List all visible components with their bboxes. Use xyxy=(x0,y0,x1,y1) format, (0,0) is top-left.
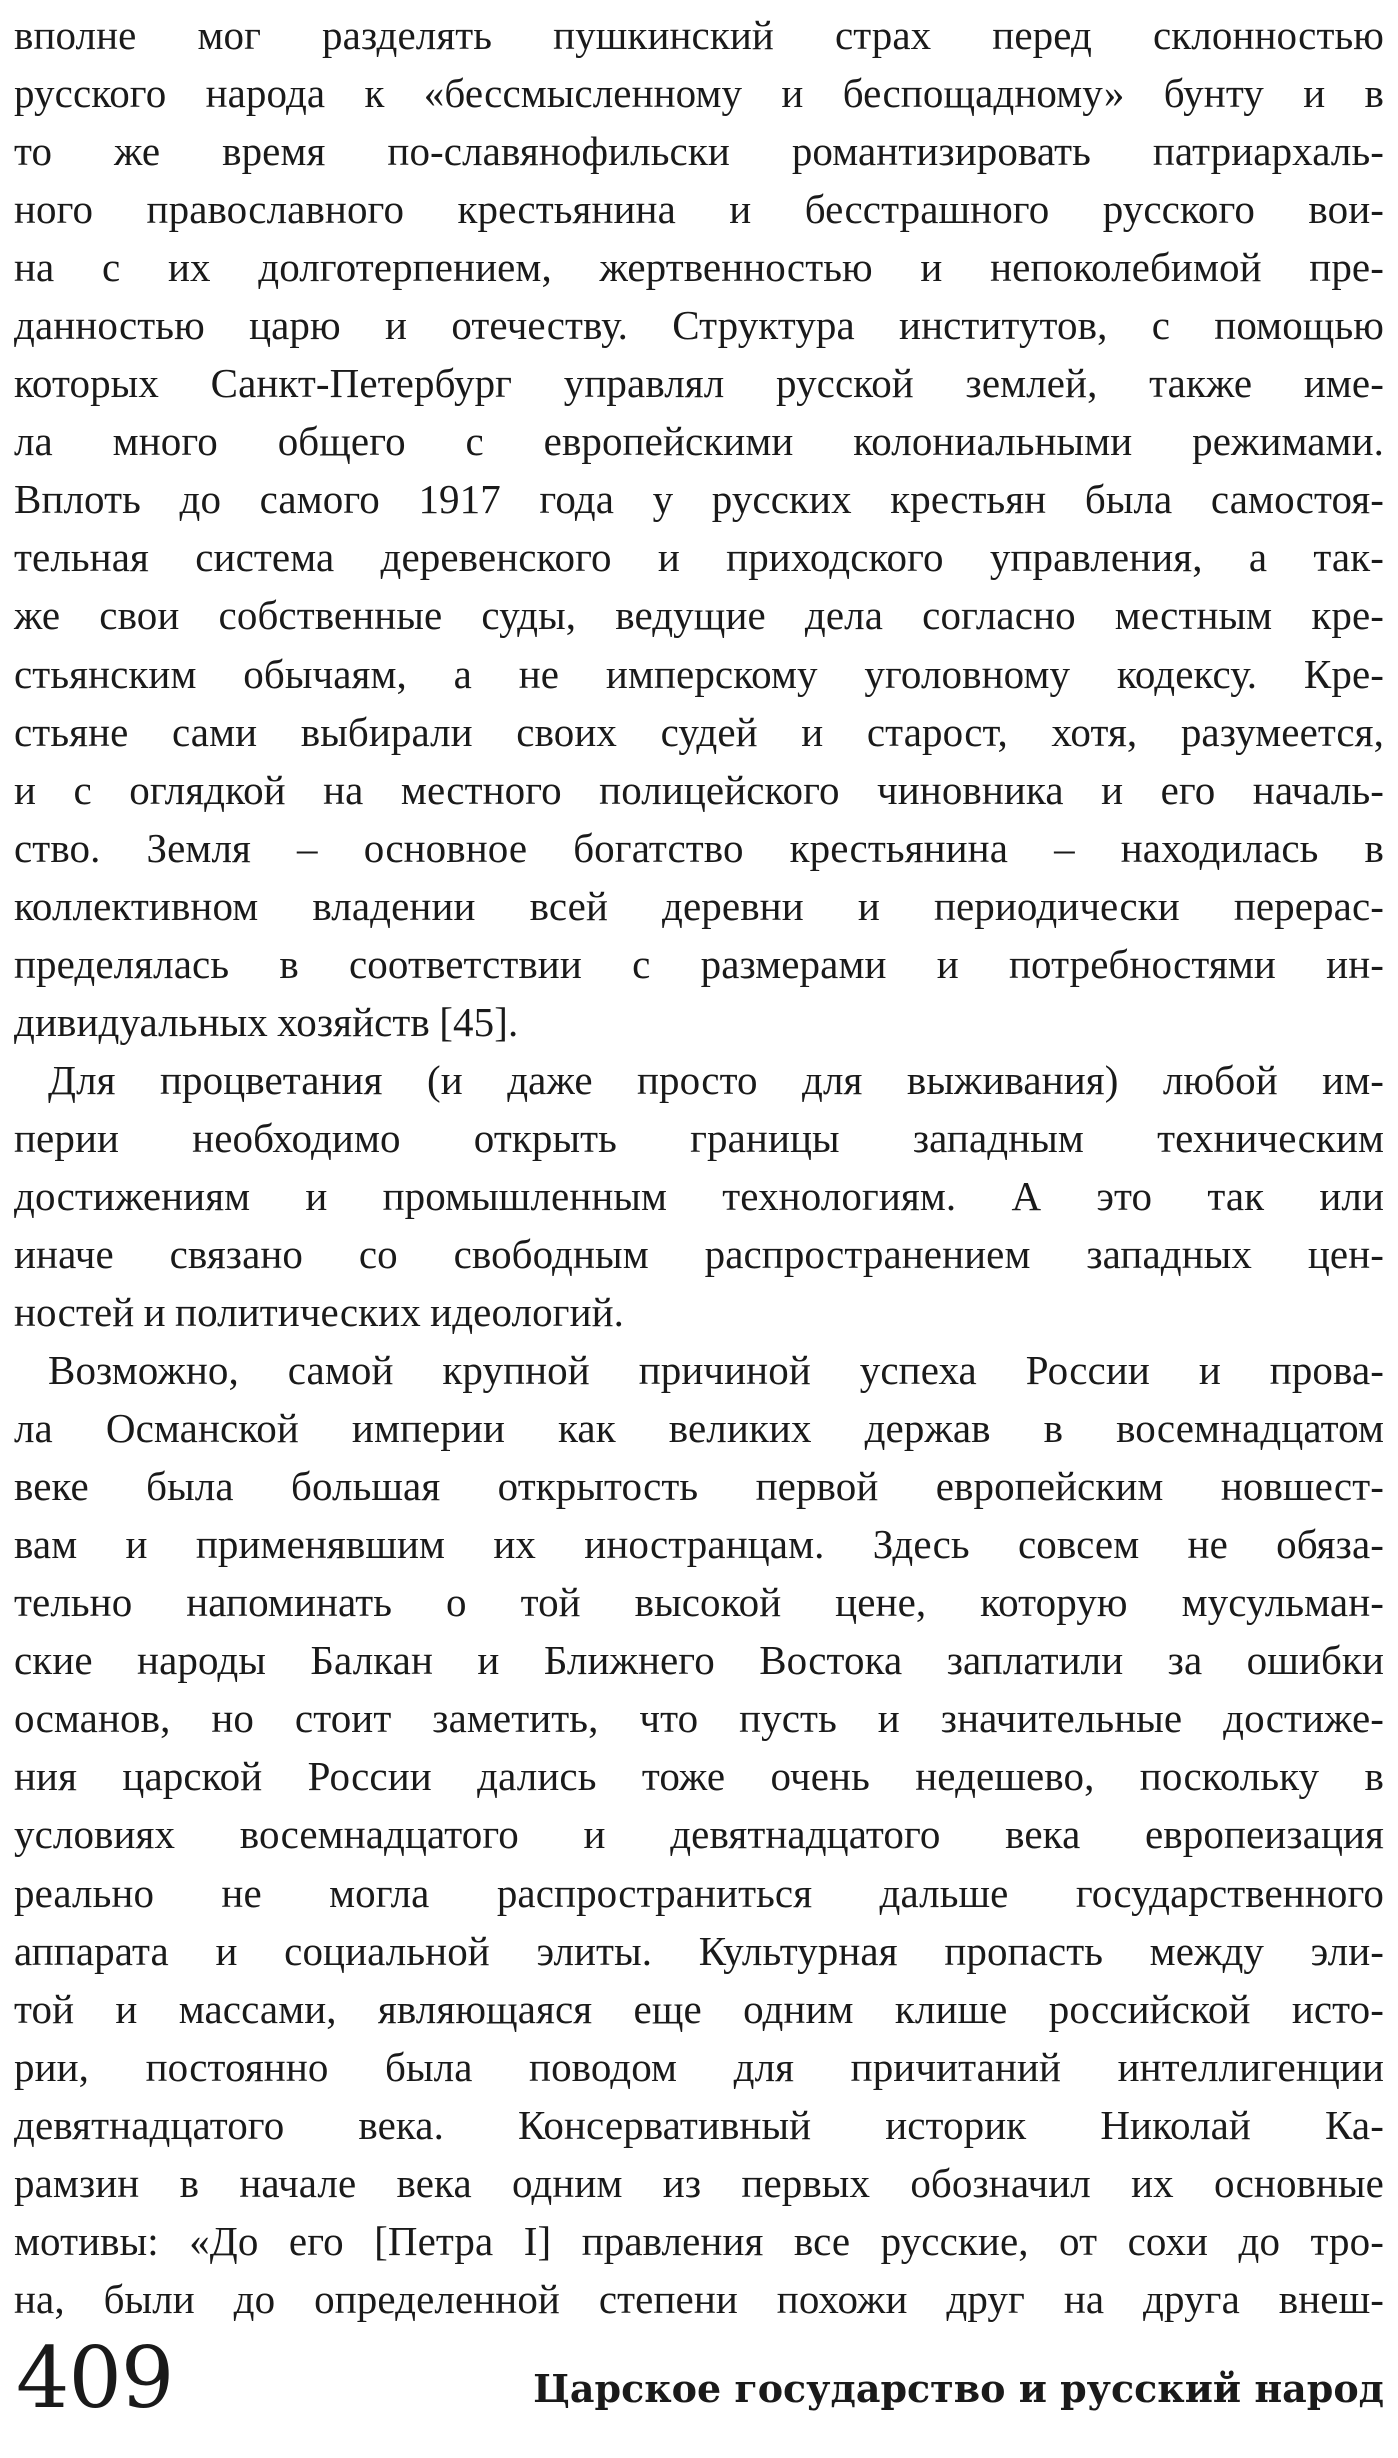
text-line: же свои собственные суды, ведущие дела согласно местным кре- xyxy=(14,592,1384,639)
text-line: тельно напоминать о той высокой цене, которую мусульман- xyxy=(14,1579,1384,1626)
text-line: реально не могла распространиться дальше государственного xyxy=(14,1869,1384,1916)
body-text xyxy=(14,6,1384,2328)
text-line: тельная система деревенского и приходского управления, а так- xyxy=(14,534,1384,581)
text-line: на, были до определенной степени похожи друг на друга внеш- xyxy=(14,2275,1384,2322)
text-line: вам и применявшим их иностранцам. Здесь совсем не обяза- xyxy=(14,1521,1384,1568)
paragraph-first-line: Для процветания (и даже просто для выживания) любой им- xyxy=(48,1056,1384,1103)
text-line: иначе связано со свободным распространением западных цен- xyxy=(14,1230,1384,1277)
text-line: рии, постоянно была поводом для причитаний интеллигенции xyxy=(14,2043,1384,2090)
text-line: Вплоть до самого 1917 года у русских крестьян была самостоя- xyxy=(14,476,1384,523)
text-line: коллективном владении всей деревни и периодически перерас- xyxy=(14,882,1384,929)
page-footer xyxy=(14,2328,1384,2438)
text-line: ностей и политических идеологий. xyxy=(14,1289,625,1336)
page-number: 409 xyxy=(16,2329,174,2427)
text-line: ские народы Балкан и Ближнего Востока заплатили за ошибки xyxy=(14,1637,1384,1684)
text-line: веке была большая открытость первой европейским новшест- xyxy=(14,1463,1384,1510)
text-line: то же время по-славянофильски романтизировать патриархаль- xyxy=(14,128,1384,175)
text-line: которых Санкт-Петербург управлял русской землей, также име- xyxy=(14,360,1384,407)
text-line: стьянским обычаям, а не имперскому уголовному кодексу. Кре- xyxy=(14,650,1384,697)
text-line: пределялась в соответствии с размерами и потребностями ин- xyxy=(14,940,1384,987)
text-line: и с оглядкой на местного полицейского чиновника и его началь- xyxy=(14,766,1384,813)
text-line: рамзин в начале века одним из первых обозначил их основные xyxy=(14,2159,1384,2206)
text-line: ния царской России дались тоже очень недешево, поскольку в xyxy=(14,1753,1384,1800)
text-line: ного православного крестьянина и бесстрашного русского вои- xyxy=(14,186,1384,233)
text-line: ла много общего с европейскими колониальными режимами. xyxy=(14,418,1384,465)
text-line: мотивы: «До его [Петра I] правления все русские, от сохи до тро- xyxy=(14,2217,1384,2264)
paragraph-first-line: Возможно, самой крупной причиной успеха России и прова- xyxy=(48,1347,1384,1394)
text-line: достижениям и промышленным технологиям. А это так или xyxy=(14,1172,1384,1219)
text-line: вполне мог разделять пушкинский страх перед склонностью xyxy=(14,12,1384,58)
text-line: османов, но стоит заметить, что пусть и значительные достиже- xyxy=(14,1695,1384,1742)
text-line: данностью царю и отечеству. Структура институтов, с помощью xyxy=(14,302,1384,349)
text-line: стьяне сами выбирали своих судей и старост, хотя, разумеется, xyxy=(14,708,1384,755)
text-line: дивидуальных хозяйств [45]. xyxy=(14,998,519,1045)
text-line: условиях восемнадцатого и девятнадцатого века европеизация xyxy=(14,1811,1384,1858)
running-title: Царское государство и русский народ xyxy=(533,2366,1384,2411)
text-line: ство. Земля – основное богатство крестьянина – находилась в xyxy=(14,824,1384,871)
text-line: аппарата и социальной элиты. Культурная пропасть между эли- xyxy=(14,1927,1384,1974)
text-line: ла Османской империи как великих держав в восемнадцатом xyxy=(14,1405,1384,1452)
text-line: девятнадцатого века. Консервативный историк Николай Ка- xyxy=(14,2101,1384,2148)
text-line: на с их долготерпением, жертвенностью и непоколебимой пре- xyxy=(14,244,1384,291)
text-line: той и массами, являющаяся еще одним клише российской исто- xyxy=(14,1985,1384,2032)
text-line: перии необходимо открыть границы западным техническим xyxy=(14,1114,1384,1161)
text-line: русского народа к «бессмысленному и беспощадному» бунту и в xyxy=(14,70,1384,117)
